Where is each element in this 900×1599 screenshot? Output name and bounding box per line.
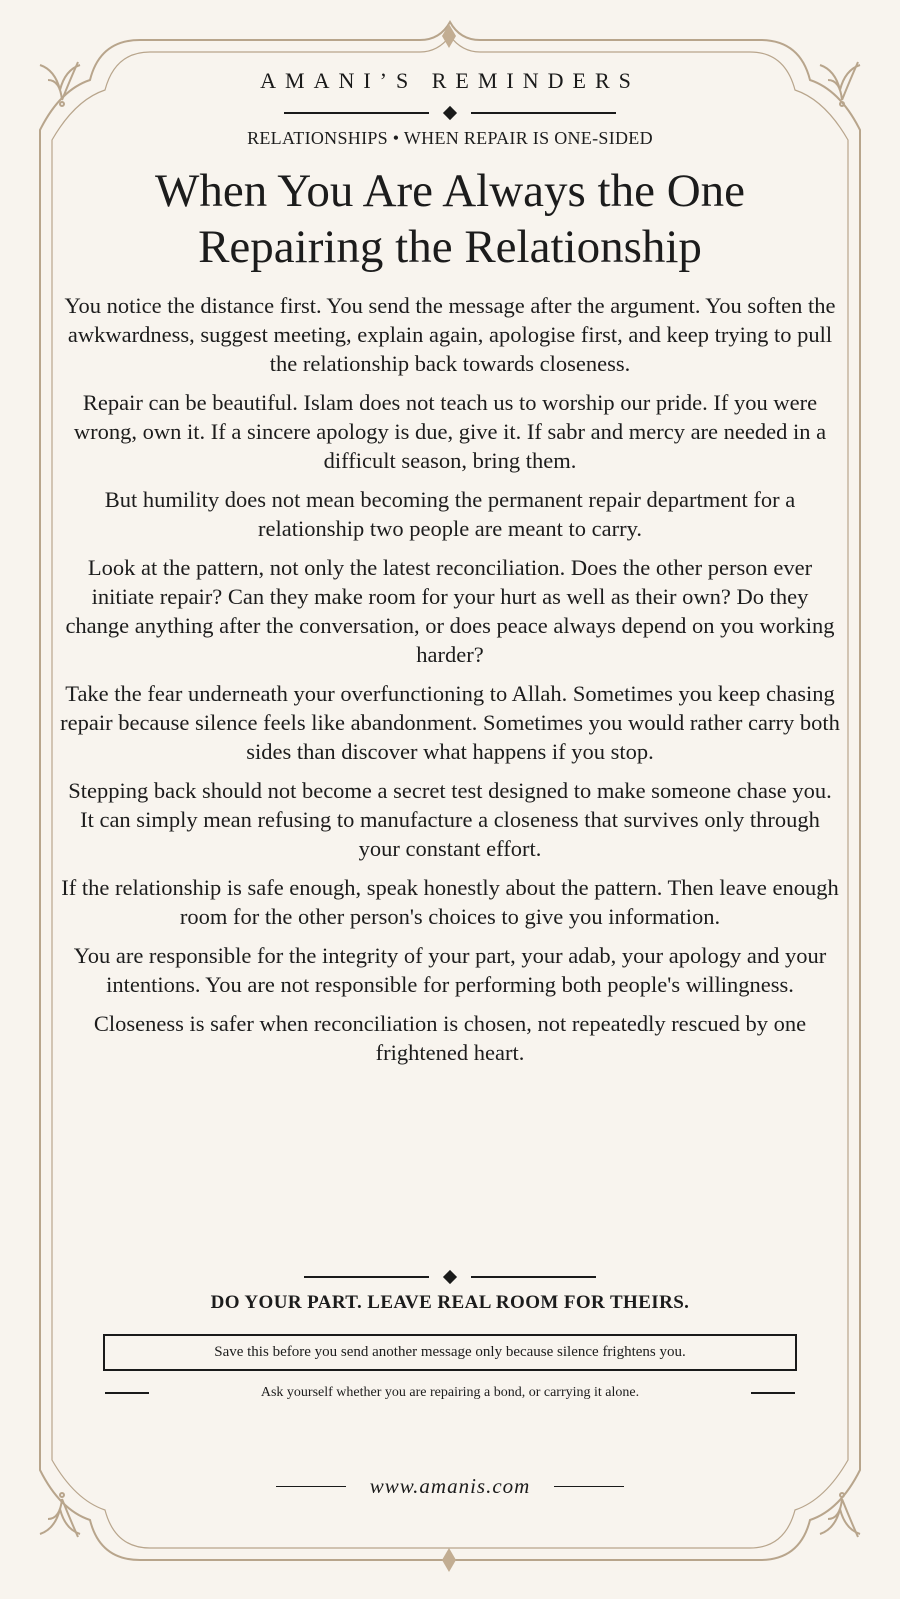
paragraph-6: Stepping back should not become a secret test designed to make someone chase you. It can simply mean refusing to manufacture a closeness that survives only through your constant effort. [68, 778, 832, 861]
main-content [60, 60, 840, 1077]
website-link[interactable]: www.amanis.com [369, 1474, 531, 1498]
brand-name: AMANI’S REMINDERS [260, 68, 640, 93]
divider-line [284, 112, 429, 114]
footer [0, 1474, 900, 1499]
paragraph-4: Look at the pattern, not only the latest reconciliation. Does the other person ever initiate repair? Can they make room for your hurt as well as their own? Do they change anything after the conversation, or does peace always depend on you working harder? [65, 555, 835, 667]
tagline: DO YOUR PART. LEAVE REAL ROOM FOR THEIRS. [210, 1292, 690, 1313]
divider-line [471, 112, 616, 114]
category-kicker: RELATIONSHIPS • WHEN REPAIR IS ONE-SIDED [247, 128, 653, 148]
diamond-icon [443, 106, 457, 120]
divider-line [751, 1392, 795, 1394]
paragraph-3: But humility does not mean becoming the permanent repair department for a relationship two people are meant to carry. [104, 487, 796, 541]
ask-note: Ask yourself whether you are repairing a bond, or carrying it alone. [260, 1385, 640, 1400]
divider-line [554, 1486, 624, 1488]
header-divider [60, 108, 840, 118]
divider-line [276, 1486, 346, 1488]
closing-section [60, 1258, 840, 1401]
paragraph-9: Closeness is safer when reconciliation is chosen, not repeatedly rescued by one frightened heart. [93, 1011, 807, 1065]
title-line-2: Repairing the Relationship [198, 221, 702, 273]
paragraph-1: You notice the distance first. You send the message after the argument. You soften the awkwardness, suggest meeting, explain again, apologise first, and keep trying to pull the relationship back towards closeness. [64, 293, 836, 376]
title-line-1: When You Are Always the One [154, 165, 746, 217]
closing-divider [60, 1272, 840, 1282]
divider-line [471, 1276, 596, 1278]
paragraph-7: If the relationship is safe enough, speak honestly about the pattern. Then leave enough room for the other person's choices to give you information. [61, 875, 839, 929]
save-note: Save this before you send another message only because silence frightens you. [214, 1344, 686, 1360]
paragraph-5: Take the fear underneath your overfunctioning to Allah. Sometimes you keep chasing repair because silence feels like abandonment. Sometimes you would rather carry both sides than discover what happens if you stop. [60, 681, 840, 764]
paragraph-2: Repair can be beautiful. Islam does not teach us to worship our pride. If you were wrong, own it. If a sincere apology is due, give it. If sabr and mercy are needed in a difficult season, bring them. [73, 390, 827, 473]
bottom-ornament-icon [442, 1548, 456, 1572]
divider-line [304, 1276, 429, 1278]
diamond-icon [443, 1270, 457, 1284]
divider-line [105, 1392, 149, 1394]
ask-note-row [60, 1385, 840, 1401]
paragraph-8: You are responsible for the integrity of your part, your adab, your apology and your intentions. You are not responsible for performing both people's willingness. [73, 943, 827, 997]
save-note-box [103, 1334, 797, 1371]
page-title [60, 163, 840, 275]
